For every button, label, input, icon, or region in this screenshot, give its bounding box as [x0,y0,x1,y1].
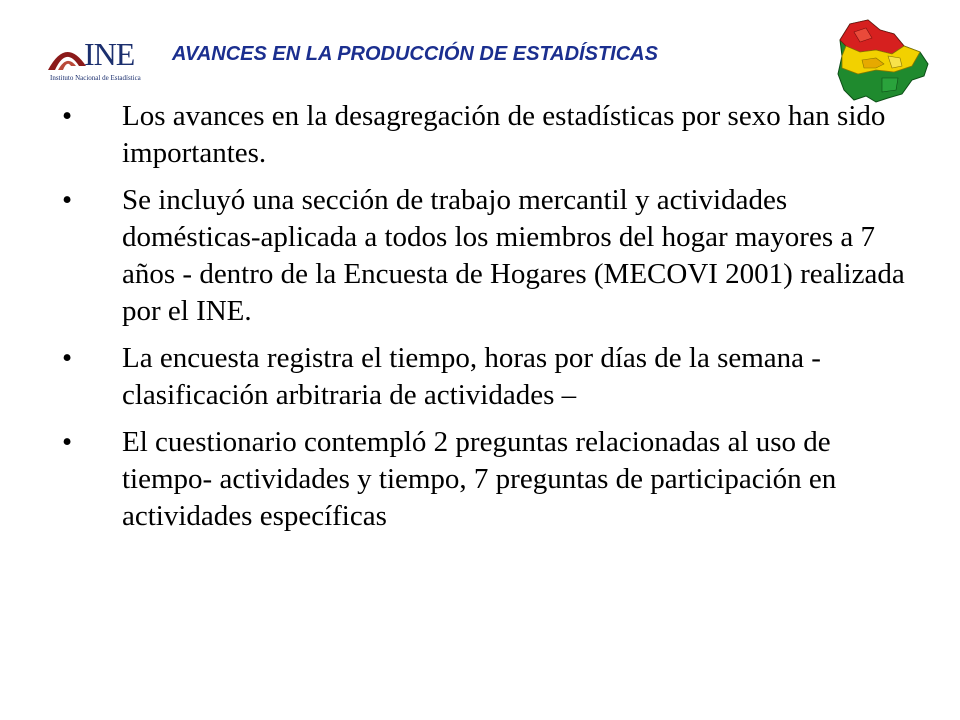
bullet-text: Los avances en la desagregación de estadísticas por sexo han sido importantes. [122,100,886,169]
bullet-marker: • [62,100,73,132]
bullet-text: El cuestionario contempló 2 preguntas relacionadas al uso de tiempo- actividades y tiempo, 7 preguntas de participación en actividades específicas [122,426,837,532]
bullet-text: La encuesta registra el tiempo, horas por días de la semana -clasificación arbitraria de actividades – [122,342,821,411]
bullet-item [0,424,960,535]
bullet-item [0,340,960,414]
bullet-marker: • [62,184,73,216]
logo-text: INE [84,36,135,72]
bullet-text: Se incluyó una sección de trabajo mercantil y actividades domésticas-aplicada a todos los miembros del hogar mayores a 7 años - dentro de la Encuesta de Hogares (MECOVI 2001) realizada por el INE. [122,184,905,327]
logo-subtitle: Instituto Nacional de Estadística [50,74,141,82]
bolivia-map-icon [832,16,932,106]
page-title: AVANCES EN LA PRODUCCIÓN DE ESTADÍSTICAS [172,43,658,65]
bullet-list [0,98,960,545]
bullet-item [0,98,960,172]
bullet-marker: • [62,426,73,458]
bullet-item [0,182,960,330]
bullet-marker: • [62,342,73,374]
